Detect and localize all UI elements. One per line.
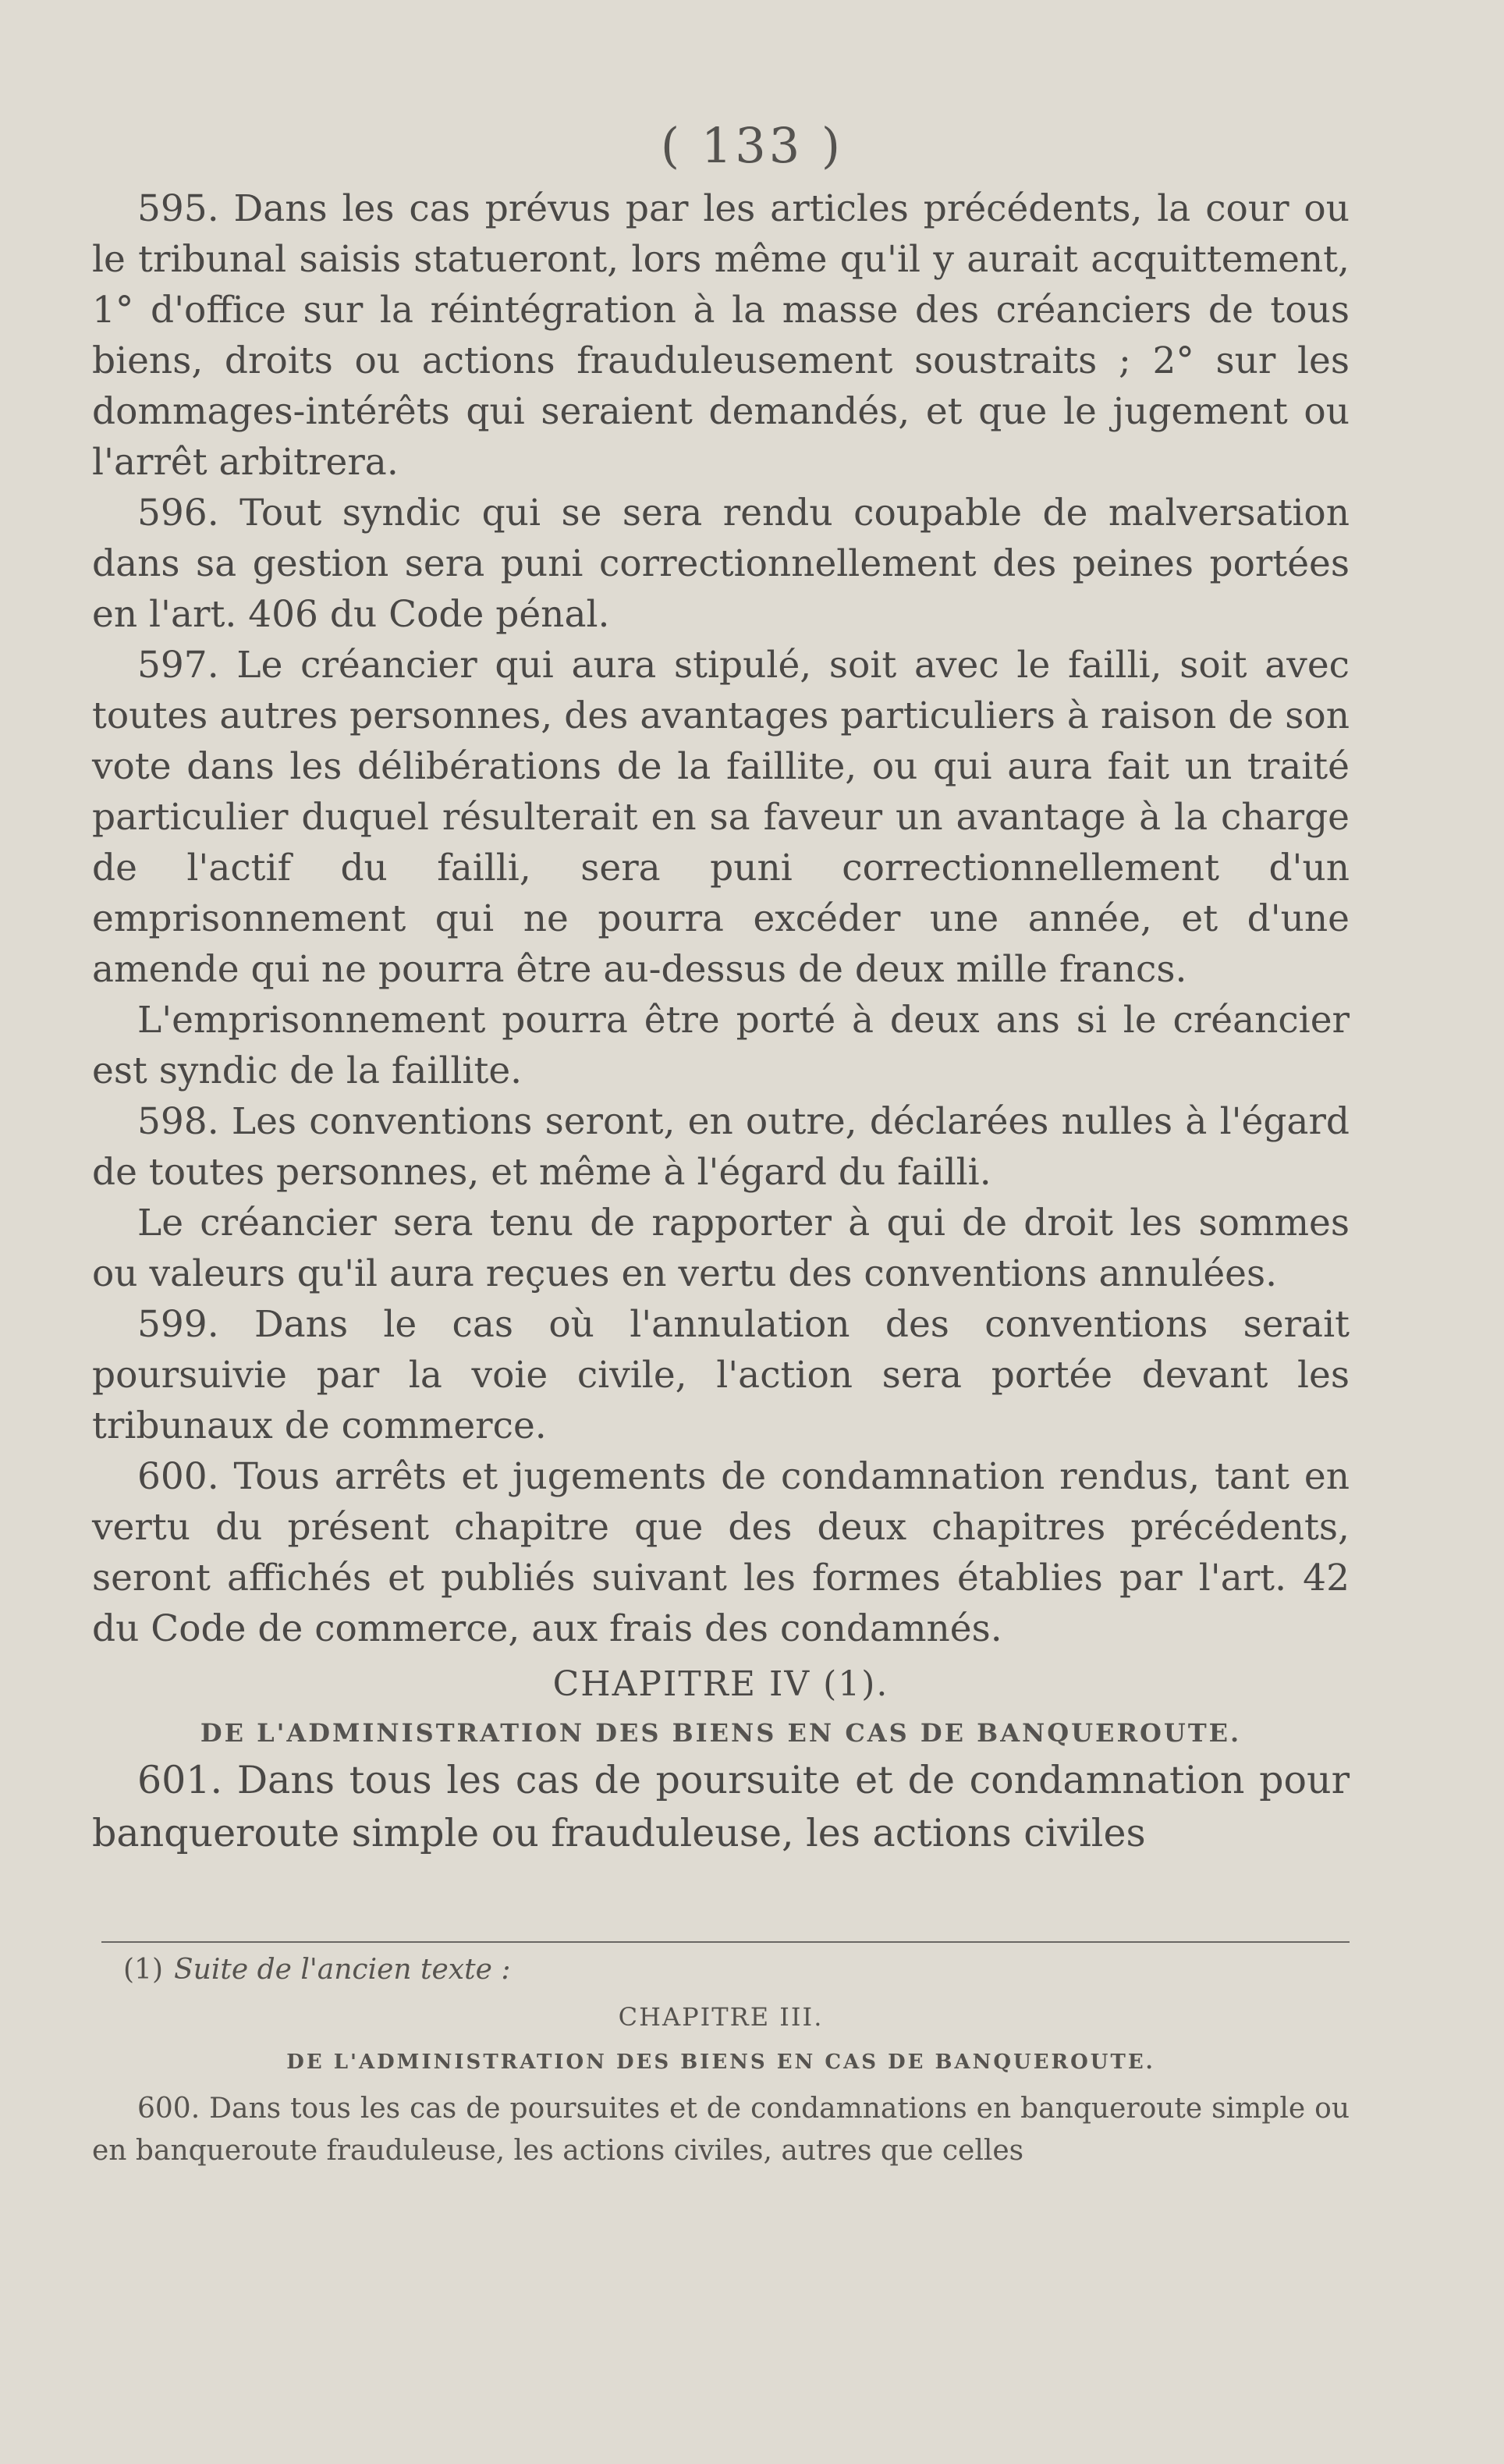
article-598-continued: Le créancier sera tenu de rapporter à qui de droit les sommes ou valeurs qu'il aura reçues en vertu des conventions annulées. <box>92 1202 1350 1295</box>
chapter-title: CHAPITRE IV (1). <box>552 1664 889 1704</box>
footnote-subtitle: DE L'ADMINISTRATION DES BIENS EN CAS DE BANQUEROUTE. <box>286 2050 1155 2074</box>
article-596: 596. Tout syndic qui se sera rendu coupable de malversation dans sa gestion sera puni correctionnellement des peines portées en l'art. 406 du Code pénal. <box>92 492 1350 636</box>
footnote <box>92 1949 1350 2172</box>
footnote-article-600: 600. Dans tous les cas de poursuites et de condamnations en banqueroute simple ou en banqueroute frauduleuse, les actions civiles, autres que celles <box>92 2093 1350 2167</box>
page-number: ( 133 ) <box>660 117 844 174</box>
article-599: 599. Dans le cas où l'annulation des conventions serait poursuivie par la voie civile, l'action sera portée devant les tribunaux de commerce. <box>92 1303 1350 1447</box>
article-600: 600. Tous arrêts et jugements de condamnation rendus, tant en vertu du présent chapitre que des deux chapitres précédents, seront affichés et publiés suivant les formes établies par l'art. 42 du Code de commerce, aux frais des condamnés. <box>92 1455 1350 1650</box>
article-595: 595. Dans les cas prévus par les articles précédents, la cour ou le tribunal saisis statueront, lors même qu'il y aurait acquittement, 1° d'office sur la réintégration à la masse des créanciers de tous biens, droits ou actions frauduleusement soustraits ; 2° sur les dommages-intérêts qui seraient demandés, et que le jugement ou l'arrêt arbitrera. <box>92 187 1350 484</box>
article-601: 601. Dans tous les cas de poursuite et de condamnation pour banqueroute simple ou frauduleuse, les actions civiles <box>92 1758 1350 1855</box>
article-597-continued: L'emprisonnement pourra être porté à deux ans si le créancier est syndic de la faillite. <box>92 999 1350 1092</box>
footnote-mark: (1) <box>123 1954 163 1986</box>
article-598: 598. Les conventions seront, en outre, déclarées nulles à l'égard de toutes personnes, et même à l'égard du failli. <box>92 1100 1350 1194</box>
article-597: 597. Le créancier qui aura stipulé, soit avec le failli, soit avec toutes autres personnes, des avantages particuliers à raison de son vote dans les délibérations de la faillite, ou qui aura fait un traité particulier duquel résulterait en sa faveur un avantage à la charge de l'actif du failli, sera puni correctionnellement d'un emprisonnement qui ne pourra excéder une année, et d'une amende qui ne pourra être au-dessus de deux mille francs. <box>92 644 1350 991</box>
main-text <box>92 183 1350 1860</box>
footnote-intro: Suite de l'ancien texte : <box>174 1954 511 1986</box>
footnote-divider <box>101 1941 1350 1943</box>
chapter-subtitle: DE L'ADMINISTRATION DES BIENS EN CAS DE BANQUEROUTE. <box>200 1718 1242 1748</box>
footnote-chapter: CHAPITRE III. <box>618 2002 824 2032</box>
